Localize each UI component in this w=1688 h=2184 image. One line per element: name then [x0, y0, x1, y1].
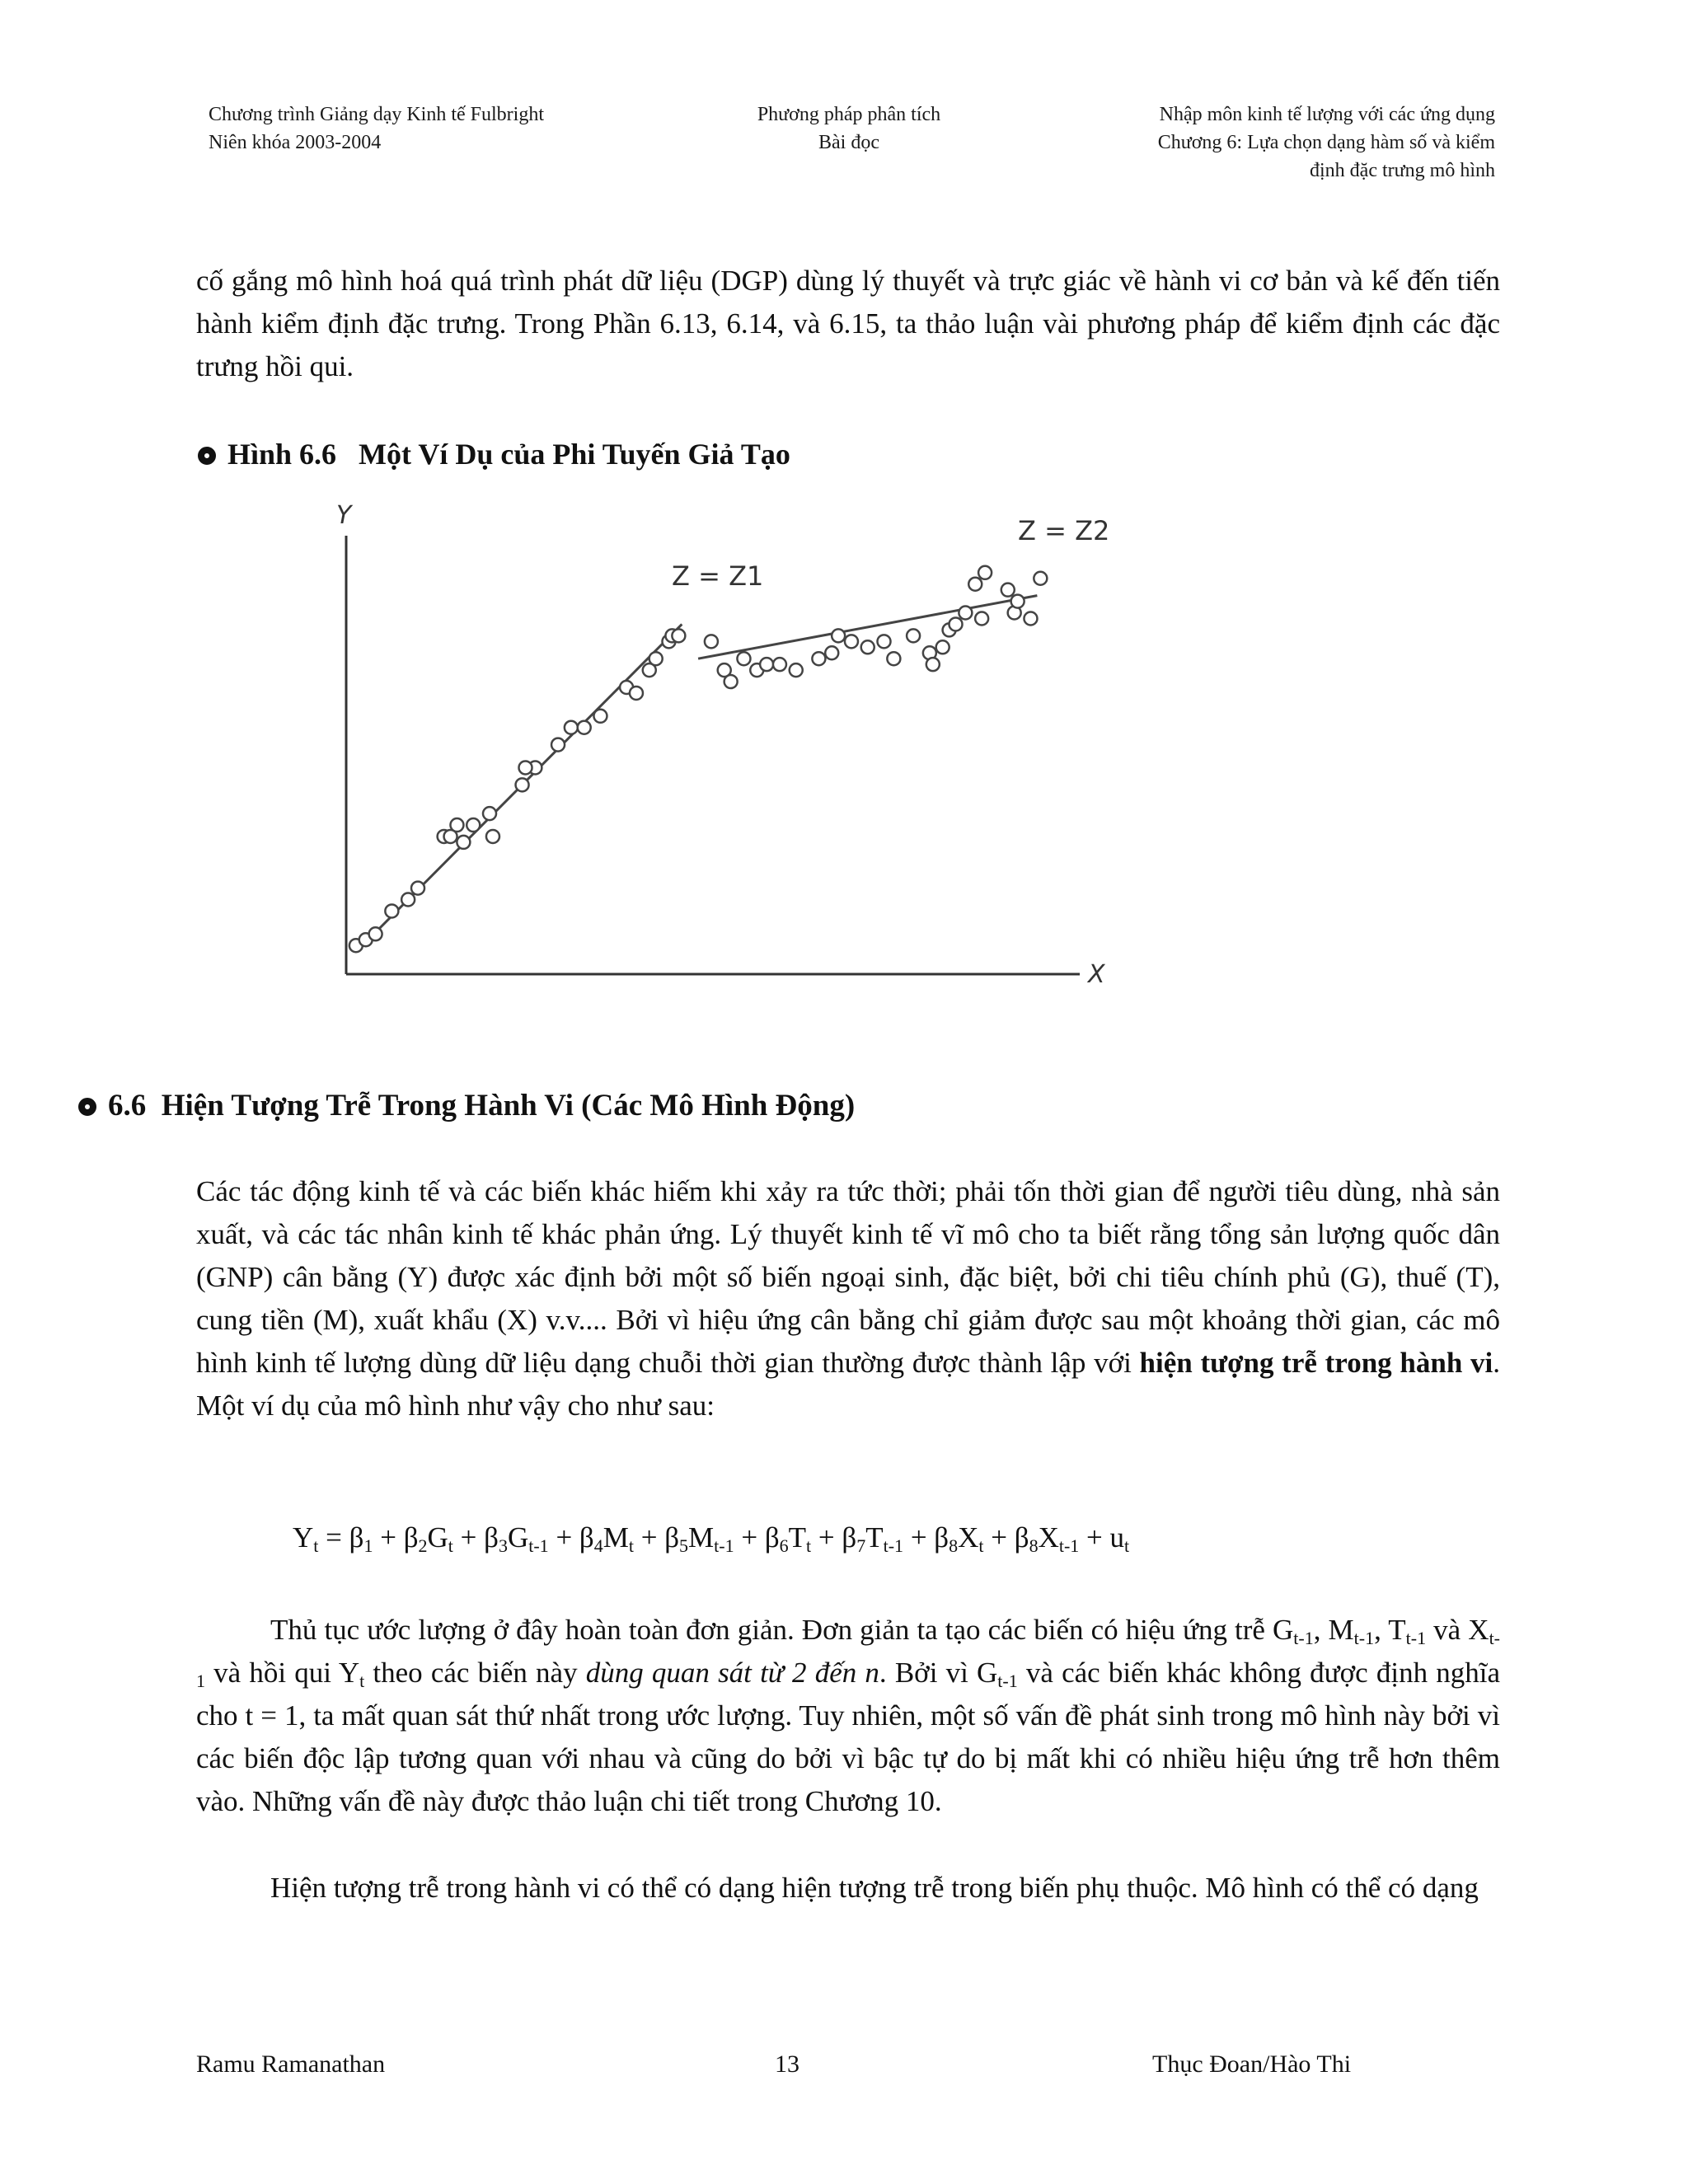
data-point: [936, 640, 950, 654]
data-point: [845, 635, 858, 648]
section-number: 6.6: [108, 1089, 147, 1122]
chart-axes: [346, 536, 1080, 974]
figure-label: Hình 6.6: [227, 438, 337, 471]
data-point: [551, 738, 565, 752]
para1-text-end: . Một ví dụ của mô hình như vậy cho như sau:: [196, 1347, 1500, 1422]
para2-text: Thủ tục ước lượng ở đây hoàn toàn đơn giản. Đơn giản ta tạo các biến có hiệu ứng trễ G: [270, 1614, 1294, 1646]
data-point: [1024, 612, 1037, 625]
annotation-z2: Z = Z2: [1018, 515, 1110, 546]
para2-text: và X: [1426, 1614, 1489, 1646]
header-year: Niên khóa 2003-2004: [209, 132, 382, 153]
data-point: [1034, 572, 1047, 585]
section-title: [78, 1088, 855, 1123]
header-doc-type: Bài đọc: [818, 132, 879, 153]
intro-paragraph: cố gắng mô hình hoá quá trình phát dữ liệu (DGP) dùng lý thuyết và trực giác về hành vi cơ bản và kế đến tiến hành kiểm định đặc trưng. Trong Phần 6.13, 6.14, và 6.15, ta thảo luận vài phương pháp để kiểm định các đặc trưng hồi qui.: [196, 265, 1500, 382]
subscript: t-1: [196, 1628, 1501, 1691]
data-point: [516, 778, 529, 791]
chart-marks: [349, 566, 1047, 952]
header-left: [209, 101, 544, 157]
footer-page-number: 13: [775, 2050, 799, 2078]
para2-text: , T: [1374, 1614, 1406, 1646]
header-program: Chương trình Giảng dạy Kinh tế Fulbright: [209, 104, 545, 125]
data-point: [878, 635, 891, 648]
data-point: [825, 646, 838, 659]
data-point: [483, 807, 496, 820]
header-right: [1158, 101, 1495, 185]
subscript: t-1: [997, 1671, 1018, 1691]
data-point: [861, 640, 874, 654]
subscript: t-1: [1353, 1628, 1375, 1648]
data-point: [444, 830, 457, 843]
data-point: [724, 675, 738, 688]
data-point: [978, 566, 992, 579]
subscript: t-1: [1293, 1628, 1314, 1648]
data-point: [737, 652, 750, 665]
section-heading: Hiện Tượng Trễ Trong Hành Vi (Các Mô Hình Động): [161, 1089, 856, 1122]
equation: $Y_t = \beta_1 + \beta_2G_t + \beta_3G_{t-1} + \beta_4M_t + \beta_5M_{t-1} + \beta_6T_t + \beta_7T_{t-1} + \beta_8X_t + \beta_8X_{t-1} + u_t$: [293, 1521, 1130, 1556]
header-chapter: Chương 6: Lựa chọn dạng hàm số và kiểm: [1157, 132, 1495, 153]
data-point: [630, 687, 643, 700]
data-point: [401, 893, 415, 907]
para2-text: và hồi qui Y: [205, 1657, 360, 1689]
data-point: [790, 663, 803, 677]
subscript: t: [359, 1671, 365, 1691]
data-point: [565, 721, 578, 734]
section-paragraph-3: Hiện tượng trễ trong hành vi có thể có dạng hiện tượng trễ trong biến phụ thuộc. Mô hình có thể có dạng: [270, 1872, 1479, 1904]
data-point: [1011, 595, 1025, 608]
footer-author: Ramu Ramanathan: [196, 2050, 386, 2078]
data-point: [832, 629, 845, 642]
figure-caption: Một Ví Dụ của Phi Tuyến Giả Tạo: [359, 438, 790, 471]
subscript: t-1: [1405, 1628, 1427, 1648]
data-point: [672, 629, 685, 642]
data-point: [887, 652, 900, 665]
data-point: [950, 617, 963, 630]
data-point: [486, 830, 499, 843]
data-point: [369, 927, 382, 940]
y-axis-label: Y: [336, 501, 352, 530]
para1-text: Các tác động kinh tế và các biến khác hiếm khi xảy ra tức thời; phải tốn thời gian để người tiêu dùng, nhà sản xuất, và các tác nhân kinh tế khác phản ứng. Lý thuyết kinh tế vĩ mô cho ta biết rằng tổng sản lượng quốc dân (GNP) cân bằng (Y) được xác định bởi một số biến ngoại sinh, đặc biệt, bởi chi tiêu chính phủ (G), thuế (T), cung tiền (M), xuất khẩu (X) v.v.... Bởi vì hiệu ứng cân bằng chỉ giảm được sau một khoảng thời gian, các mô hình kinh tế lượng dùng dữ liệu dạng chuỗi thời gian thường được thành lập với: [196, 1175, 1500, 1379]
data-point: [760, 658, 773, 671]
data-point: [578, 721, 591, 734]
data-point: [907, 629, 920, 642]
data-point: [385, 904, 398, 917]
figure-title: [198, 437, 790, 471]
para2-text: và các biến khác không được định nghĩa cho t = 1, ta mất quan sát thứ nhất trong ước lượng. Tuy nhiên, một số vấn đề phát sinh trong mô hình này bởi vì các biến độc lập tương quan với nhau và cũng do bởi vì bậc tự do bị mất khi có nhiều hiệu ứng trễ hơn thêm vào. Những vấn đề này được thảo luận chi tiết trong Chương 10.: [196, 1657, 1500, 1817]
data-point: [705, 635, 718, 648]
footer-translators: Thục Đoan/Hào Thi: [1152, 2050, 1352, 2078]
header-course: Phương pháp phân tích: [757, 104, 941, 125]
data-point: [467, 818, 480, 832]
bullet-icon: [198, 447, 216, 465]
para2-text: , M: [1313, 1614, 1354, 1646]
data-point: [926, 658, 940, 671]
para1-bold-term: hiện tượng trễ trong hành vi: [1139, 1347, 1493, 1379]
data-point: [519, 761, 532, 774]
data-point: [968, 578, 982, 591]
para2-text: . Bởi vì G: [879, 1657, 998, 1689]
data-point: [1001, 583, 1015, 597]
header-book: Nhập môn kinh tế lượng với các ứng dụng: [1159, 104, 1495, 125]
data-point: [411, 882, 424, 895]
data-point: [773, 658, 786, 671]
data-point: [959, 607, 972, 620]
data-point: [812, 652, 825, 665]
x-axis-label: X: [1088, 960, 1105, 989]
bullet-icon: [78, 1098, 96, 1116]
data-point: [649, 652, 663, 665]
annotation-z1: Z = Z1: [672, 560, 764, 592]
data-point: [457, 836, 470, 849]
section-paragraph-1: [196, 1170, 1500, 1427]
para2-italic: dùng quan sát từ 2 đến n: [585, 1657, 879, 1689]
scatter-chart: [321, 494, 1129, 1005]
para2-text: theo các biến này: [364, 1657, 586, 1689]
section-paragraph-2: [196, 1609, 1500, 1823]
data-point: [593, 710, 607, 723]
data-point: [975, 612, 988, 625]
header-chapter-cont: định đặc trưng mô hình: [1310, 160, 1495, 181]
header-center: [692, 101, 1006, 157]
